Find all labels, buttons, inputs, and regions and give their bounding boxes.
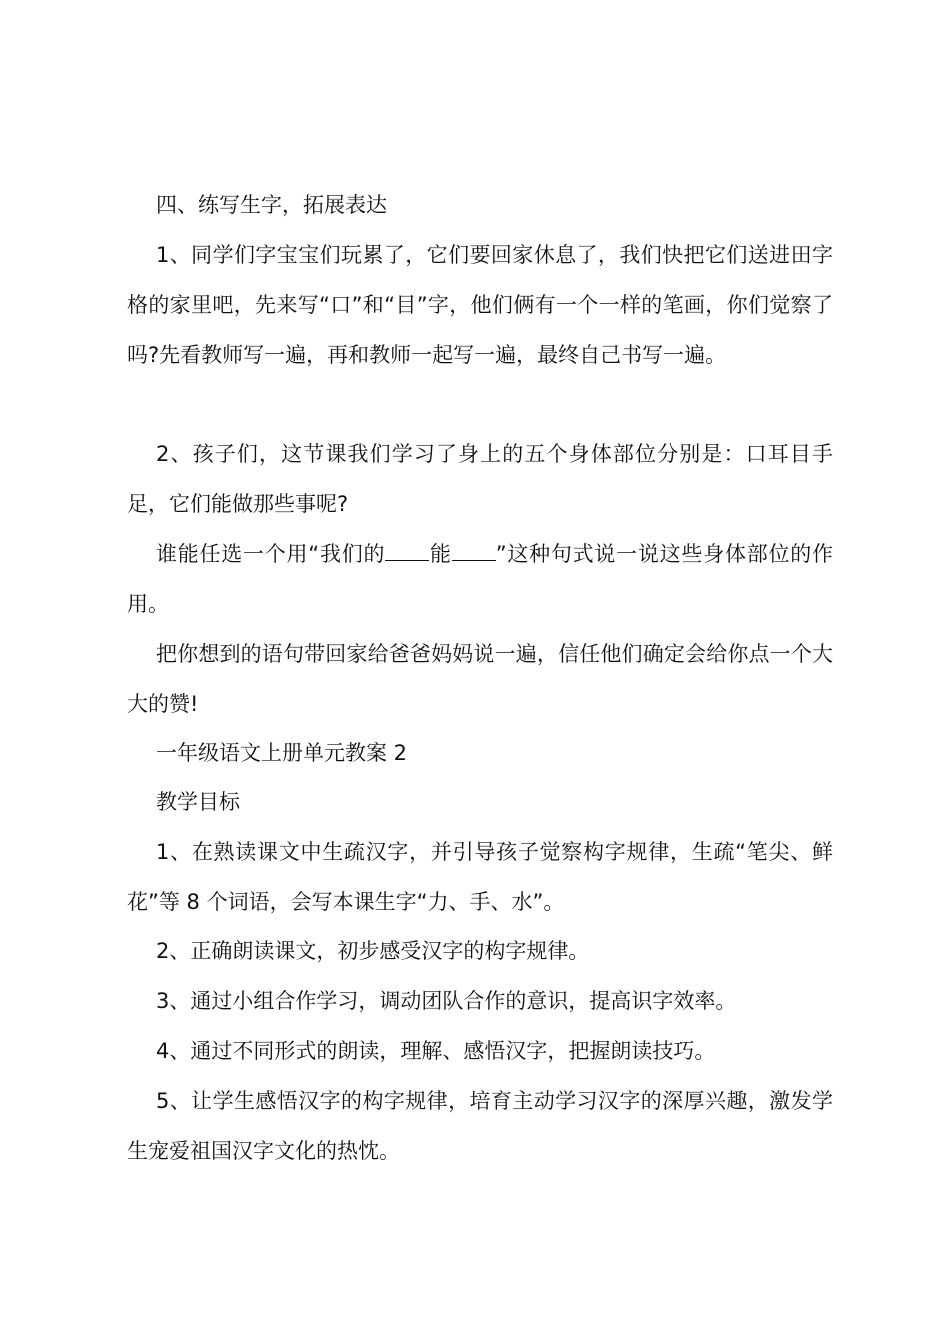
sentence-pattern-middle: 能 — [429, 542, 452, 566]
fill-blank-1 — [385, 542, 429, 561]
goal-item-3: 3、通过小组合作学习，调动团队合作的意识，提高识字效率。 — [156, 989, 737, 1013]
fill-blank-2 — [452, 542, 496, 561]
goal-item-2: 2、正确朗读课文，初步感受汉字的构字规律。 — [156, 939, 590, 963]
teaching-goals-heading: 教学目标 — [156, 790, 240, 814]
sentence-pattern-tail: ”这种句式说一说这些身体部位的作用。 — [127, 542, 833, 616]
lesson-plan-title: 一年级语文上册单元教案 2 — [156, 741, 408, 765]
paragraph-writing-practice: 1、同学们字宝宝们玩累了，它们要回家休息了，我们快把它们送进田字格的家里吧，先来写“口”和“目”字，他们俩有一个一样的笔画，你们觉察了吗?先看教师写一遍，再和教师一起写一遍，最终自己书写一遍。 — [127, 243, 833, 367]
sentence-pattern-lead: 谁能任选一个用“我们的 — [156, 542, 386, 566]
goal-item-5: 5、让学生感悟汉字的构字规律，培育主动学习汉字的深厚兴趣，激发学生宠爱祖国汉字文化的热忱。 — [127, 1089, 833, 1163]
paragraph-body-parts: 2、孩子们，这节课我们学习了身上的五个身体部位分别是：口耳目手足，它们能做那些事呢? — [127, 442, 833, 516]
goal-item-1: 1、在熟读课文中生疏汉字，并引导孩子觉察构字规律，生疏“笔尖、鲜花”等 8 个词语，会写本课生字“力、手、水”。 — [127, 840, 833, 914]
paragraph-sentence-pattern — [127, 529, 833, 629]
section-heading-practice: 四、练写生字，拓展表达 — [156, 193, 387, 217]
goal-item-4: 4、通过不同形式的朗读，理解、感悟汉字，把握朗读技巧。 — [156, 1039, 716, 1063]
paragraph-share-at-home: 把你想到的语句带回家给爸爸妈妈说一遍，信任他们确定会给你点一个大大的赞! — [127, 642, 833, 716]
